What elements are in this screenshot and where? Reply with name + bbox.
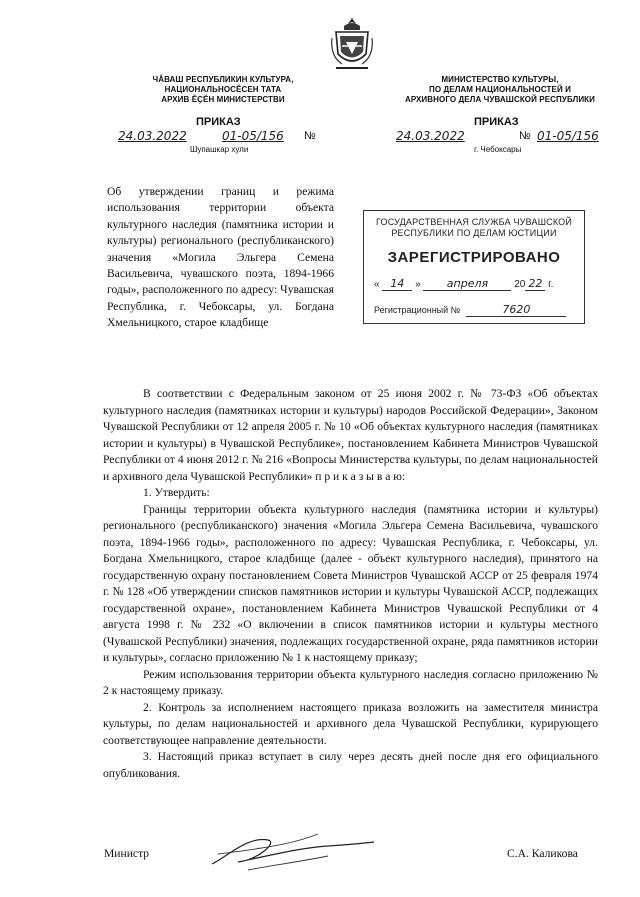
stamp-day: 14 (382, 277, 412, 291)
stamp-agency-line-2: РЕСПУБЛИКИ ПО ДЕЛАМ ЮСТИЦИИ (391, 228, 557, 238)
stamp-month: апреля (423, 277, 511, 291)
stamp-year-suffix: 22 (525, 277, 545, 291)
order-heading-chuvash: ПРИКАЗ (196, 116, 241, 128)
place-russian: г. Чебоксары (474, 145, 522, 154)
order-date-left: 24.03.2022 (118, 129, 187, 143)
stamp-year-unit: г. (548, 279, 554, 290)
body-paragraph: 3. Настоящий приказ вступает в силу через десять дней после дня его официального опубликования. (103, 750, 598, 780)
ministry-name-russian-line: ПО ДЕЛАМ НАЦИОНАЛЬНОСТЕЙ И (428, 85, 572, 94)
body-paragraph: Режим использования территории объекта культурного наследия согласно приложению № 2 к настоящему приказу. (103, 667, 598, 697)
registration-stamp (363, 210, 585, 324)
body-paragraph: 1. Утвердить: (143, 486, 210, 499)
stamp-registration-label: Регистрационный № (374, 305, 461, 315)
number-sign-left: № (304, 130, 316, 142)
stamp-year-prefix: 20 (514, 279, 526, 290)
ministry-name-chuvash-line: НАЦИОНАЛЬНОСĔСЕН ТАТА (164, 85, 282, 94)
signatory-title: Министр (104, 847, 150, 860)
number-sign-right: № (519, 130, 531, 142)
place-chuvash: Шупашкар хули (190, 145, 249, 154)
body-paragraph: 2. Контроль за исполнением настоящего приказа возложить на заместителя министра культуры, по делам национальностей и архивного дела Чувашской Республики, курирующего соответствующее направление деятельности. (103, 700, 598, 747)
stamp-registration-row (374, 303, 579, 317)
coat-of-arms-emblem (330, 16, 374, 72)
document-body (103, 386, 598, 782)
ministry-name-chuvash (118, 75, 328, 105)
body-paragraph: Границы территории объекта культурного наследия (памятника истории и культуры) регионального (республиканского) значения «Могила Эльгера Семена Васильевича, чувашского поэта, 1894-1966 годы», расположенного по адресу: Чувашская Республика, г. Чебоксары, ул. Богдана Хмельницкого, старое кладбище (далее - объект культурного наследия), принятого на государственную охрану постановлением Совета Министров Чувашской АССР от 25 февраля 1974 г. № 128 «Об утверждении списков памятников истории и культуры Чувашской АССР, подлежащих государственной охране», постановлением Кабинета Министров Чувашской Республики от 4 августа 1998 г. № 232 «О включении в список памятников истории и культуры местного (Чувашской Республики) значения, подлежащих государственной охране, ряда памятников истории и культуры», согласно приложению № 1 к настоящему приказу; (103, 502, 598, 664)
order-number-left: 01-05/156 (222, 129, 284, 143)
stamp-agency-line-1: ГОСУДАРСТВЕННАЯ СЛУЖБА ЧУВАШСКОЙ (375, 217, 573, 227)
signatory-name: С.А. Каликова (507, 847, 578, 860)
document-title: Об утверждении границ и режима использования территории объекта культурного наследия (памятника истории и культуры) регионального (республиканского) значения «Могила Эльгера Семена Васильевича, чувашского поэта, 1894-1966 годы», расположенного по адресу: Чувашская Республика, г. Чебоксары, ул. Богдана Хмельницкого, старое кладбище (107, 185, 334, 330)
ministry-name-chuvash-line: АРХИВ ĔҪĔН МИНИСТЕРСТВИ (161, 95, 285, 104)
order-heading-russian: ПРИКАЗ (474, 116, 519, 128)
handwritten-signature (208, 826, 378, 876)
body-paragraph: В соответствии с Федеральным законом от 25 июня 2002 г. № 73-ФЗ «Об объектах культурного наследия (памятниках истории и культуры) народов Российской Федерации», Законом Чувашской Республики от 12 апреля 2005 г. № 10 «Об объектах культурного наследия (памятниках истории и культуры) в Чувашской Республике», постановлением Кабинета Министров Чувашской Республики от 4 июня 2012 г. № 216 «Вопросы Министерства культуры, по делам национальностей и архивного дела Чувашской Республики» п р и к а з ы в а ю: (103, 387, 598, 483)
order-number-right: 01-05/156 (537, 129, 599, 143)
ministry-name-chuvash-line: ЧӐВАШ РЕСПУБЛИКИН КУЛЬТУРА, (152, 75, 294, 84)
ministry-name-russian-line: АРХИВНОГО ДЕЛА ЧУВАШСКОЙ РЕСПУБЛИКИ (404, 95, 596, 104)
stamp-quote-open: « (374, 279, 380, 290)
ministry-name-russian (395, 75, 605, 105)
order-date-right: 24.03.2022 (396, 129, 465, 143)
stamp-registration-number: 7620 (466, 303, 566, 317)
ministry-name-russian-line: МИНИСТЕРСТВО КУЛЬТУРЫ, (441, 75, 559, 84)
stamp-date-row (374, 277, 574, 291)
stamp-quote-close: » (415, 279, 421, 290)
stamp-registered-label: ЗАРЕГИСТРИРОВАНО (387, 249, 561, 266)
